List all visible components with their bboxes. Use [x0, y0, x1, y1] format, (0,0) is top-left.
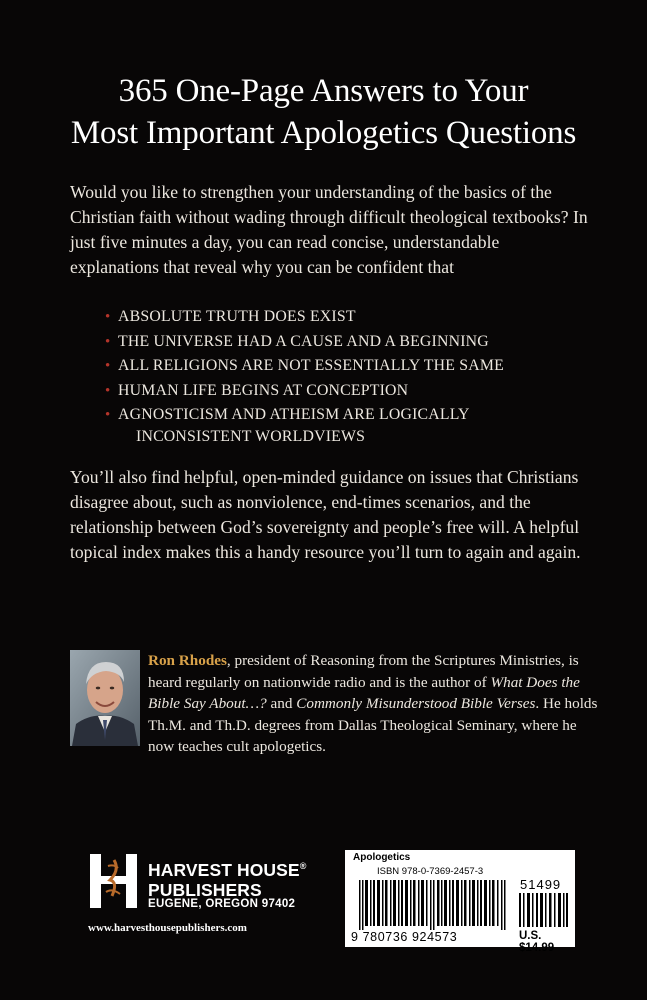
publisher-mark-icon — [88, 852, 142, 910]
isbn-text: ISBN 978-0-7369-2457-3 — [377, 866, 484, 877]
back-cover-title — [0, 70, 647, 154]
bullet-item: • AGNOSTICISM AND ATHEISM ARE LOGICALLY INCONSISTENT WORLDVIEWS — [118, 404, 598, 448]
bullet-item: • THE UNIVERSE HAD A CAUSE AND A BEGINNING — [118, 331, 598, 353]
book-title: Commonly Misunderstood Bible Verses — [296, 695, 536, 713]
price-code: 51499 — [520, 877, 562, 892]
bullet-icon: • — [105, 333, 111, 350]
publisher-url: www.harvesthousepublishers.com — [88, 922, 247, 934]
bullet-item: • ABSOLUTE TRUTH DOES EXIST — [118, 306, 598, 328]
bullet-icon: • — [105, 309, 111, 325]
author-bio: Ron Rhodes, president of Reasoning from the Scriptures Ministries, is heard regularly on nationwide radio and is the author of What Does the Bible Say About…? and Commonly Misunderstood Bible Verses. He holds Th.M. and Th.D. degrees from Dallas Theological Seminary, where he now teaches cult apologetics. — [148, 652, 598, 756]
bullet-item: • HUMAN LIFE BEGINS AT CONCEPTION — [118, 380, 598, 402]
bullet-icon: • — [105, 382, 111, 399]
barcode-box — [345, 850, 575, 954]
bullet-item: • ALL RELIGIONS ARE NOT ESSENTIALLY THE SAME — [118, 355, 598, 377]
barcode-icon — [359, 880, 509, 930]
bullet-icon: • — [105, 407, 111, 424]
bullet-continuation: INCONSISTENT WORLDVIEWS — [136, 428, 366, 446]
price-label: U.S. $14.99 — [519, 930, 555, 954]
bullet-icon: • — [105, 358, 111, 375]
author-photo — [70, 650, 140, 746]
outro-paragraph: You’ll also find helpful, open-minded guidance on issues that Christians disagree about, such as nonviolence, end-times scenarios, and the relationship between God’s sovereignty and people’s free will. A helpful topical index makes this a handy resource you’ll turn to again and again. — [70, 467, 581, 562]
publisher-name: HARVEST HOUSE® PUBLISHERS — [148, 859, 307, 900]
bullet-list — [105, 306, 598, 451]
publisher-logo — [88, 852, 318, 932]
book-title: What Does the Bible Say About…? — [148, 673, 580, 713]
title-line-1: 365 One-Page Answers to Your — [118, 73, 529, 109]
author-name: Ron Rhodes — [148, 652, 227, 669]
barcode-category: Apologetics — [353, 852, 411, 863]
barcode-number: 9 780736 924573 — [351, 930, 458, 944]
title-line-2: Most Important Apologetics Questions — [70, 115, 577, 151]
price-barcode-icon — [519, 893, 569, 927]
intro-paragraph: Would you like to strengthen your understanding of the basics of the Christian faith without wading through difficult theological textbooks? In just five minutes a day, you can read concise, understandable explanations that reveal why you can be confident that — [70, 182, 588, 277]
publisher-city: EUGENE, OREGON 97402 — [148, 898, 296, 910]
